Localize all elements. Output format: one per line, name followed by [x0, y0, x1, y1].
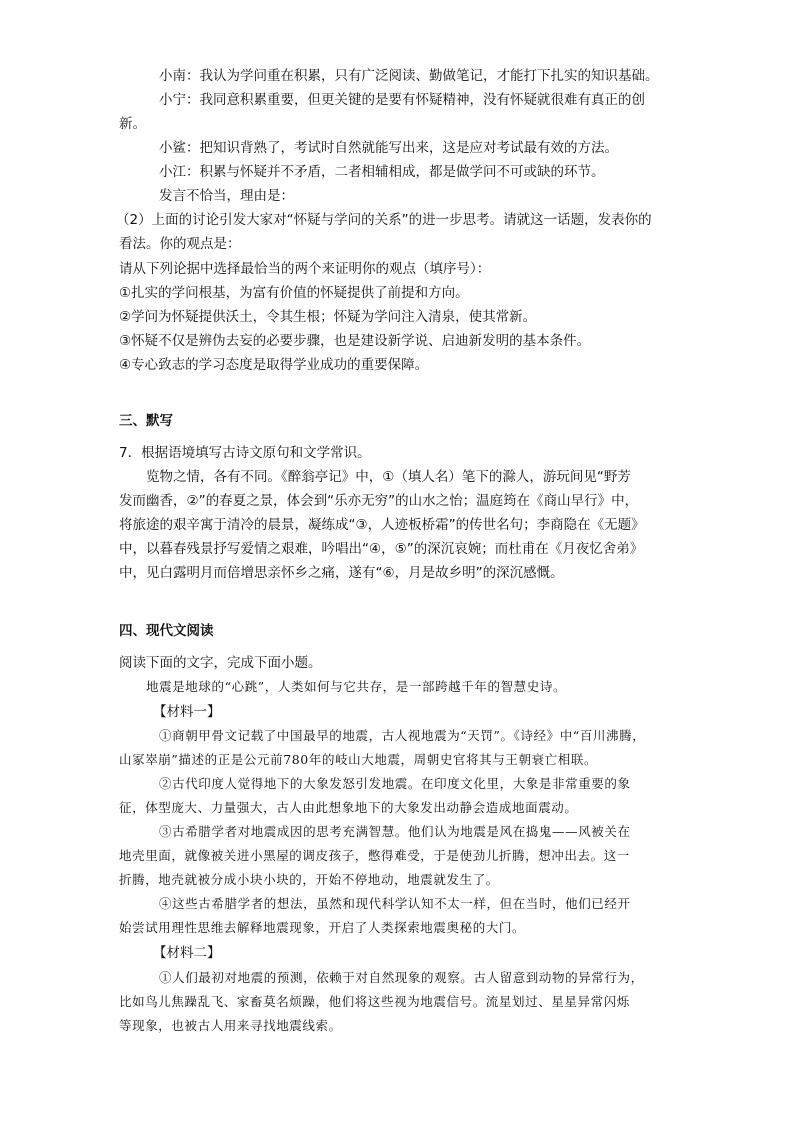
material-1-para-4-cont: 始尝试用理性思维去解释地震现象，开启了人类探索地震奥秘的大门。 — [119, 920, 526, 935]
material-1-para-1: ①商朝甲骨文记载了中国最早的地震，古人视地震为“天罚”。《诗经》中“百川沸腾， — [159, 728, 646, 743]
material-1-para-3-end: 折腾，地壳就被分成小块小块的，开始不停地动，地震就发生了。 — [119, 872, 499, 887]
material-1-title: 【材料一】 — [153, 704, 221, 720]
material-2-title: 【材料二】 — [153, 945, 221, 961]
material-2-para-1-cont: 比如鸟儿焦躁乱飞、家畜莫名烦躁，他们将这些视为地震信号。流星划过、星星异常闪烁 — [119, 994, 630, 1009]
xiaolu-statement: 小鲨：把知识背熟了，考试时自然就能写出来，这是应对考试最有效的方法。 — [159, 140, 618, 156]
xiaojiang-statement: 小江：积累与怀疑并不矛盾，二者相辅相成，都是做学问不可或缺的环节。 — [159, 164, 605, 180]
question-2-text-cont: 看法。你的观点是： — [119, 236, 241, 252]
question-7: 7．根据语境填写古诗文原句和文学常识。 — [119, 445, 371, 461]
xiaonan-statement: 小南：我认为学问重在积累，只有广泛阅读、勤做笔记，才能打下扎实的知识基础。 — [159, 68, 659, 84]
passage-lead: 地震是地球的“心跳”，人类如何与它共存，是一部跨越千年的智慧史诗。 — [146, 679, 567, 694]
evidence-option-1: ①扎实的学问根基，为富有价值的怀疑提供了前提和方向。 — [119, 285, 469, 301]
reading-instruction: 阅读下面的文字，完成下面小题。 — [119, 655, 322, 671]
material-1-para-2: ②古代印度人觉得地下的大象发怒引发地震。在印度文化里，大象是非常重要的象 — [159, 776, 631, 791]
material-1-para-1-cont: 山冢崒崩”描述的正是公元前780年的岐山大地震，周朝史官将其与王朝衰亡相联。 — [119, 752, 598, 767]
material-1-para-3: ③古希腊学者对地震成因的思考充满智慧。他们认为地震是风在捣鬼——风被关在 — [159, 824, 631, 839]
question-7-passage: 览物之情，各有不同。《醉翁亭记》中，①（填人名）笔下的滁人，游玩间见“野芳 — [146, 469, 631, 485]
question-2-text: （2）上面的讨论引发大家对“怀疑与学问的关系”的进一步思考。请就这一话题，发表你的 — [116, 212, 652, 228]
question-7-passage-line-4: 中，以暮春残景抒写爱情之艰难，吟唱出“④，⑤”的深沉哀婉；而杜甫在《月夜忆舍弟》 — [119, 541, 644, 557]
section-3-heading: 三、默写 — [119, 413, 173, 429]
evidence-option-3: ③怀疑不仅是辨伪去妄的必要步骤，也是建设新学说、启迪新发明的基本条件。 — [119, 333, 591, 349]
material-1-para-2-cont: 征，体型庞大、力量强大，古人由此想象地下的大象发出动静会造成地面震动。 — [119, 800, 578, 815]
question-7-passage-line-5: 中，见白露明月而倍增思亲怀乡之痛，遂有“⑥，月是故乡明”的深沉感慨。 — [119, 565, 564, 581]
improper-reason-prompt: 发言不恰当，理由是： — [159, 188, 294, 204]
section-4-heading: 四、现代文阅读 — [119, 623, 214, 639]
question-7-passage-line-3: 将旅途的艰辛寓于清冷的晨景，凝练成“③，人迹板桥霜”的传世名句；李商隐在《无题》 — [119, 517, 645, 533]
choose-evidence-prompt: 请从下列论据中选择最恰当的两个来证明你的观点（填序号）： — [119, 261, 491, 277]
question-7-passage-line-2: 发而幽香，②”的春夏之景，体会到“乐亦无穷”的山水之怡；温庭筠在《商山早行》中， — [119, 493, 639, 509]
material-1-para-4: ④这些古希腊学者的想法，虽然和现代科学认知不太一样，但在当时，他们已经开 — [159, 896, 631, 911]
material-1-para-3-cont: 地壳里面，就像被关进小黑屋的调皮孩子，憋得难受，于是使劲儿折腾，想冲出去。这一 — [119, 848, 630, 863]
material-2-para-1-end: 等现象，也被古人用来寻找地震线索。 — [119, 1018, 342, 1033]
material-2-para-1: ①人们最初对地震的预测，依赖于对自然现象的观察。古人留意到动物的异常行为， — [159, 970, 644, 985]
xiaoning-statement-cont: 新。 — [119, 116, 146, 132]
xiaoning-statement: 小宁：我同意积累重要，但更关键的是要有怀疑精神，没有怀疑就很难有真正的创 — [159, 92, 645, 108]
evidence-option-2: ②学问为怀疑提供沃土，令其生根；怀疑为学问注入清泉，使其常新。 — [119, 309, 537, 325]
evidence-option-4: ④专心致志的学习态度是取得学业成功的重要保障。 — [119, 357, 429, 373]
